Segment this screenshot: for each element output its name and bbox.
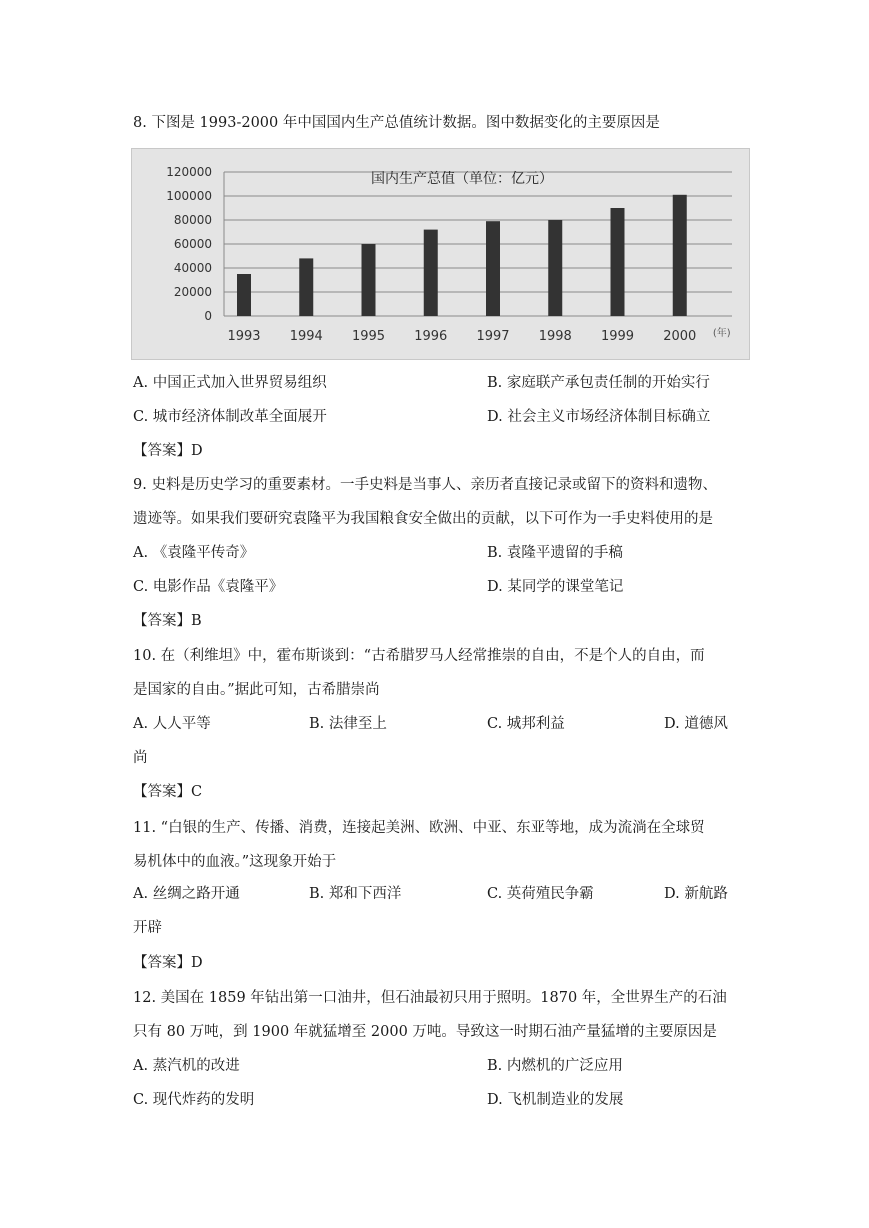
bar-1998 xyxy=(548,220,562,316)
bar-1993 xyxy=(237,274,251,316)
q11-option-b: B. 郑和下西洋 xyxy=(309,886,402,902)
q8-option-c: C. 城市经济体制改革全面展开 xyxy=(133,409,327,425)
chart-canvas xyxy=(132,149,749,359)
q9-option-c: C. 电影作品《袁隆平》 xyxy=(133,579,284,595)
q8-stem: 8. 下图是 1993-2000 年中国国内生产总值统计数据。图中数据变化的主要原因是 xyxy=(133,115,660,131)
q10-option-c: C. 城邦利益 xyxy=(487,716,565,732)
x-unit-label: (年) xyxy=(712,328,731,339)
q8-option-d: D. 社会主义市场经济体制目标确立 xyxy=(487,409,711,425)
y-tick-label: 100000 xyxy=(166,189,212,203)
answer-value: B xyxy=(191,613,202,629)
answer-value: D xyxy=(191,443,203,459)
q10-stem-line2: 是国家的自由。”据此可知，古希腊崇尚 xyxy=(133,682,380,698)
answer-label: 【答案】 xyxy=(133,443,191,459)
q11-option-c: C. 英荷殖民争霸 xyxy=(487,886,594,902)
x-tick-label: 1999 xyxy=(600,329,635,344)
q12-option-d: D. 飞机制造业的发展 xyxy=(487,1092,624,1108)
q9-stem-line2: 遗迹等。如果我们要研究袁隆平为我国粮食安全做出的贡献，以下可作为一手史料使用的是 xyxy=(133,511,713,527)
x-tick-label: 2000 xyxy=(663,329,697,344)
bar-1997 xyxy=(486,221,500,316)
q11-stem-line2: 易机体中的血液。”这现象开始于 xyxy=(133,854,337,870)
bar-1994 xyxy=(299,258,313,316)
q10-option-d: D. 道德风 xyxy=(664,716,728,732)
y-tick-label: 60000 xyxy=(173,237,212,251)
gdp-bar-chart xyxy=(131,148,750,360)
q12-stem-line2: 只有 80 万吨，到 1900 年就猛增至 2000 万吨。导致这一时期石油产量猛增的主要原因是 xyxy=(133,1024,717,1040)
q9-answer xyxy=(133,611,202,631)
x-tick-label: 1998 xyxy=(538,329,572,344)
x-tick-label: 1995 xyxy=(351,329,386,344)
x-tick-label: 1994 xyxy=(289,329,323,344)
q12-option-b: B. 内燃机的广泛应用 xyxy=(487,1058,623,1074)
x-tick-label: 1996 xyxy=(414,329,448,344)
q11-option-a: A. 丝绸之路开通 xyxy=(133,886,240,902)
q8-answer xyxy=(133,441,203,461)
y-tick-label: 80000 xyxy=(173,213,212,227)
y-tick-label: 40000 xyxy=(173,261,212,275)
q10-stem-line1: 10. 在（利维坦》中，霍布斯谈到：“古希腊罗马人经常推崇的自由，不是个人的自由，而 xyxy=(133,648,705,664)
x-tick-label: 1993 xyxy=(227,329,261,344)
answer-label: 【答案】 xyxy=(133,955,191,971)
q12-stem-line1: 12. 美国在 1859 年钻出第一口油井，但石油最初只用于照明。1870 年，全世界生产的石油 xyxy=(133,990,727,1006)
q9-option-a: A. 《袁隆平传奇》 xyxy=(133,545,255,561)
bar-2000 xyxy=(673,195,687,316)
q11-option-d: D. 新航路 xyxy=(664,886,728,902)
q10-option-d-continued: 尚 xyxy=(133,750,148,766)
y-tick-label: 20000 xyxy=(173,285,212,299)
y-tick-label: 0 xyxy=(204,309,212,323)
chart-title: 国内生产总值（单位：亿元） xyxy=(371,171,553,187)
q10-answer xyxy=(133,782,202,802)
answer-label: 【答案】 xyxy=(133,784,191,800)
q9-option-b: B. 袁隆平遗留的手稿 xyxy=(487,545,623,561)
q9-stem-line1: 9. 史料是历史学习的重要素材。一手史料是当事人、亲历者直接记录或留下的资料和遗物、 xyxy=(133,477,717,493)
q12-option-c: C. 现代炸药的发明 xyxy=(133,1092,255,1108)
q12-option-a: A. 蒸汽机的改进 xyxy=(133,1058,240,1074)
q10-option-b: B. 法律至上 xyxy=(309,716,387,732)
bar-1996 xyxy=(424,230,438,316)
x-tick-label: 1997 xyxy=(476,329,510,344)
q8-option-b: B. 家庭联产承包责任制的开始实行 xyxy=(487,375,710,391)
q8-option-a: A. 中国正式加入世界贸易组织 xyxy=(133,375,327,391)
q9-option-d: D. 某同学的课堂笔记 xyxy=(487,579,624,595)
y-tick-label: 120000 xyxy=(166,165,212,179)
answer-value: C xyxy=(191,784,203,800)
bar-1999 xyxy=(611,208,625,316)
bar-1995 xyxy=(362,244,376,316)
q11-answer xyxy=(133,953,203,973)
answer-label: 【答案】 xyxy=(133,613,191,629)
answer-value: D xyxy=(191,955,203,971)
q10-option-a: A. 人人平等 xyxy=(133,716,211,732)
q11-stem-line1: 11. “白银的生产、传播、消费，连接起美洲、欧洲、中亚、东亚等地，成为流淌在全球贸 xyxy=(133,820,705,836)
q11-option-d-continued: 开辟 xyxy=(133,920,162,936)
